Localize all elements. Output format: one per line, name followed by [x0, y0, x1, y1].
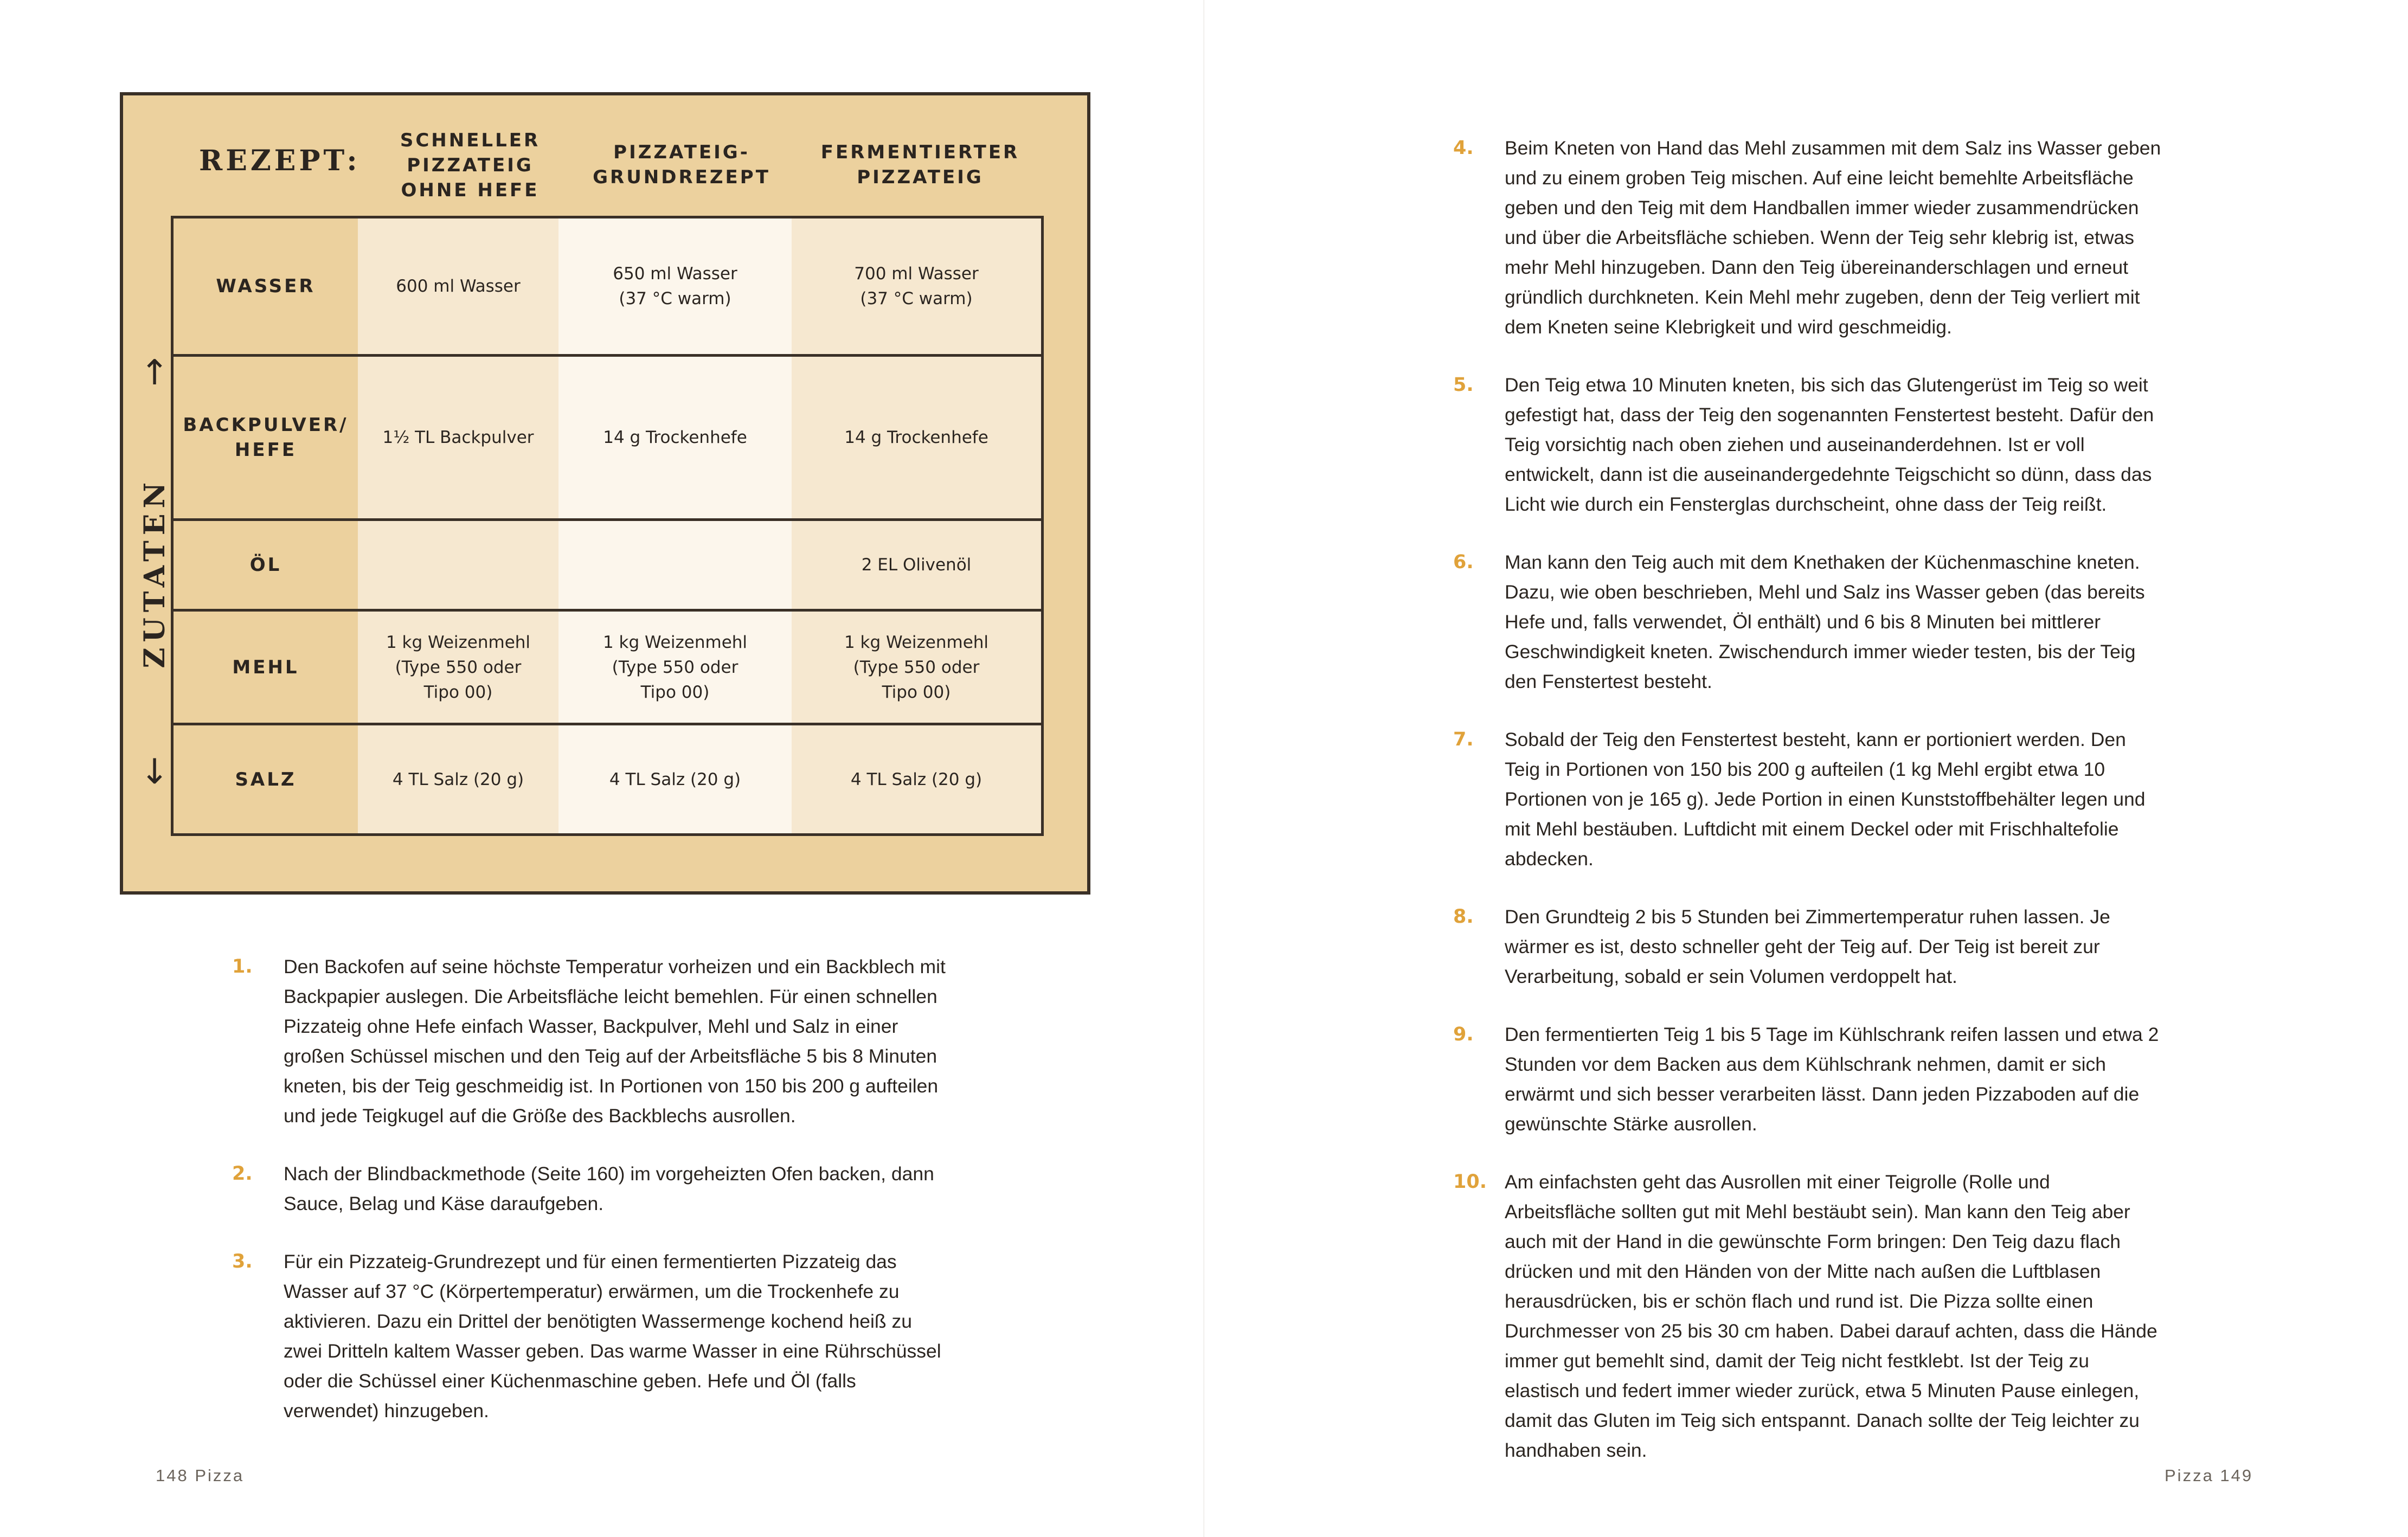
table-cell: 1 kg Weizenmehl (Type 550 oder Tipo 00): [358, 612, 558, 723]
table-cell: 1 kg Weizenmehl (Type 550 oder Tipo 00): [792, 612, 1041, 723]
step-text: Den fermentierten Teig 1 bis 5 Tage im Kühlschrank reifen lassen und etwa 2 Stunden vor dem Backen aus dem Kühlschrank nehmen, damit er sich erwärmt und sich besser verarbeiten lässt. Dann jeden Pizzaboden auf die gewünschte Stärke ausrollen.: [1505, 1024, 2159, 1135]
step-item: [232, 1247, 953, 1426]
row-label: BACKPULVER/ HEFE: [174, 357, 358, 518]
step-item: [1453, 1167, 2163, 1465]
step-item: [1453, 902, 2163, 992]
step-text: Den Grundteig 2 bis 5 Stunden bei Zimmertemperatur ruhen lassen. Je wärmer es ist, desto schneller geht der Teig auf. Der Teig ist bereit zur Verarbeitung, sobald er sein Volumen verdoppelt hat.: [1505, 906, 2110, 987]
table-row-backpulver-hefe: [174, 357, 1041, 521]
zutaten-side-label: [133, 353, 176, 792]
step-number: 1.: [232, 956, 253, 977]
step-item: [1453, 548, 2163, 697]
zutaten-label: ZUTATEN: [138, 477, 171, 668]
table-row-salz: [174, 725, 1041, 833]
row-label: ÖL: [174, 521, 358, 609]
table-cell: 1 kg Weizenmehl (Type 550 oder Tipo 00): [558, 612, 792, 723]
table-cell: [558, 521, 792, 609]
column-header-schnell: SCHNELLER PIZZATEIG OHNE HEFE: [400, 130, 541, 201]
table-cell: 1½ TL Backpulver: [358, 357, 558, 518]
step-text: Für ein Pizzateig-Grundrezept und für einen fermentierten Pizzateig das Wasser auf 37 °C (Körpertemperatur) erwärmen, um die Trockenhefe zu aktivieren. Dazu ein Drittel der benötigten Wassermenge kochend heiß zu zwei Dritteln kaltem Wasser geben. Das warme Wasser in eine Rührschüssel oder die Schüssel einer Küchenmaschine geben. Hefe und Öl (falls verwendet) hinzugeben.: [284, 1251, 941, 1422]
step-item: [1453, 725, 2163, 874]
row-label: WASSER: [174, 218, 358, 354]
step-number: 10.: [1453, 1171, 1487, 1193]
step-item: [232, 1159, 953, 1219]
step-number: 8.: [1453, 906, 1474, 928]
page-footer-left: 148 Pizza: [156, 1466, 245, 1485]
step-number: 4.: [1453, 137, 1474, 159]
table-cell: 600 ml Wasser: [358, 218, 558, 354]
row-label: SALZ: [174, 725, 358, 833]
table-cell: 4 TL Salz (20 g): [358, 725, 558, 833]
book-gutter: [1203, 0, 1205, 1537]
column-header-grundrezept: PIZZATEIG- GRUNDREZEPT: [593, 142, 770, 188]
step-text: Am einfachsten geht das Ausrollen mit einer Teigrolle (Rolle und Arbeitsfläche sollten gut mit Mehl bestäubt sein). Man kann den Teig aber auch mit der Hand in die gewünschte Form bringen: Den Teig dazu flach drücken und mit den Händen von der Mitte nach außen die Luftblasen herausdrücken, bis er schön flach und rund ist. Die Pizza sollte einen Durchmesser von 25 bis 30 cm haben. Dabei darauf achten, dass die Hände immer gut bemehlt sind, damit der Teig nicht festklebt. Ist der Teig zu elastisch und federt immer wieder zurück, etwa 5 Minuten Pause einlegen, damit das Gluten im Teig sich entspannt. Danach sollte der Teig leichter zu handhaben sein.: [1505, 1171, 2157, 1461]
table-row-mehl: [174, 612, 1041, 725]
step-item: [232, 952, 953, 1131]
step-item: [1453, 1020, 2163, 1139]
step-item: [1453, 370, 2163, 519]
step-number: 9.: [1453, 1024, 1474, 1045]
table-cell: [358, 521, 558, 609]
step-number: 2.: [232, 1163, 253, 1185]
table-cell: 14 g Trockenhefe: [792, 357, 1041, 518]
arrow-down-icon: ↓: [140, 752, 169, 792]
table-cell: 650 ml Wasser (37 °C warm): [558, 218, 792, 354]
page-footer-right: Pizza 149: [2165, 1466, 2253, 1485]
step-text: Beim Kneten von Hand das Mehl zusammen mit dem Salz ins Wasser geben und zu einem groben Teig mischen. Auf eine leicht bemehlte Arbeitsfläche geben und den Teig mit dem Handballen immer wieder zusammendrücken und über die Arbeitsfläche schieben. Wenn der Teig sehr klebrig ist, etwas mehr Mehl hinzugeben. Dann den Teig übereinanderschlagen und erneut gründlich durchkneten. Kein Mehl mehr zugeben, denn der Teig verliert mit dem Kneten seine Klebrigkeit und wird geschmeidig.: [1505, 137, 2161, 338]
step-text: Sobald der Teig den Fenstertest besteht, kann er portioniert werden. Den Teig in Portionen von 150 bis 200 g aufteilen (1 kg Mehl ergibt etwa 10 Portionen von je 165 g). Jede Portion in einen Kunststoffbehälter legen und mit Mehl bestäuben. Luftdicht mit einem Deckel oder mit Frischhaltefolie abdecken.: [1505, 729, 2146, 870]
table-cell: 14 g Trockenhefe: [558, 357, 792, 518]
table-cell: 2 EL Olivenöl: [792, 521, 1041, 609]
step-number: 5.: [1453, 374, 1474, 396]
ingredients-grid: [171, 216, 1044, 836]
rezept-heading: REZEPT:: [199, 144, 361, 177]
row-label: MEHL: [174, 612, 358, 723]
column-header-fermentiert: FERMENTIERTER PIZZATEIG: [820, 142, 1020, 188]
arrow-up-icon: ↑: [140, 353, 169, 393]
step-text: Den Backofen auf seine höchste Temperatur vorheizen und ein Backblech mit Backpapier auslegen. Die Arbeitsfläche leicht bemehlen. Für einen schnellen Pizzateig ohne Hefe einfach Wasser, Backpulver, Mehl und Salz in einer großen Schüssel mischen und den Teig auf der Arbeitsfläche 5 bis 8 Minuten kneten, bis der Teig geschmeidig ist. In Portionen von 150 bis 200 g aufteilen und jede Teigkugel auf die Größe des Backblechs ausrollen.: [284, 956, 946, 1127]
step-text: Den Teig etwa 10 Minuten kneten, bis sich das Glutengerüst im Teig so weit gefestigt hat, dass der Teig den sogenannten Fenstertest besteht. Dafür den Teig vorsichtig nach oben ziehen und auseinanderdehnen. Ist er voll entwickelt, dann ist die auseinandergedehnte Teigschicht so dünn, dass das Licht wie durch ein Fensterglas durchscheint, ohne dass der Teig reißt.: [1505, 374, 2154, 515]
step-number: 3.: [232, 1251, 253, 1272]
step-item: [1453, 133, 2163, 342]
steps-list-left: [232, 952, 953, 1454]
table-cell: 4 TL Salz (20 g): [792, 725, 1041, 833]
step-number: 6.: [1453, 551, 1474, 573]
table-row-wasser: [174, 218, 1041, 357]
steps-list-right: [1453, 133, 2163, 1494]
table-row-oel: [174, 521, 1041, 612]
step-number: 7.: [1453, 729, 1474, 750]
recipe-table: [120, 92, 1090, 895]
step-text: Nach der Blindbackmethode (Seite 160) im vorgeheizten Ofen backen, dann Sauce, Belag und Käse daraufgeben.: [284, 1163, 934, 1214]
table-cell: 700 ml Wasser (37 °C warm): [792, 218, 1041, 354]
step-text: Man kann den Teig auch mit dem Knethaken der Küchenmaschine kneten. Dazu, wie oben beschrieben, Mehl und Salz ins Wasser geben (das bereits Hefe und, falls verwendet, Öl enthält) und 6 bis 8 Minuten bei mittlerer Geschwindigkeit kneten. Zwischendurch immer wieder testen, bis der Teig den Fenstertest besteht.: [1505, 551, 2145, 692]
table-cell: 4 TL Salz (20 g): [558, 725, 792, 833]
